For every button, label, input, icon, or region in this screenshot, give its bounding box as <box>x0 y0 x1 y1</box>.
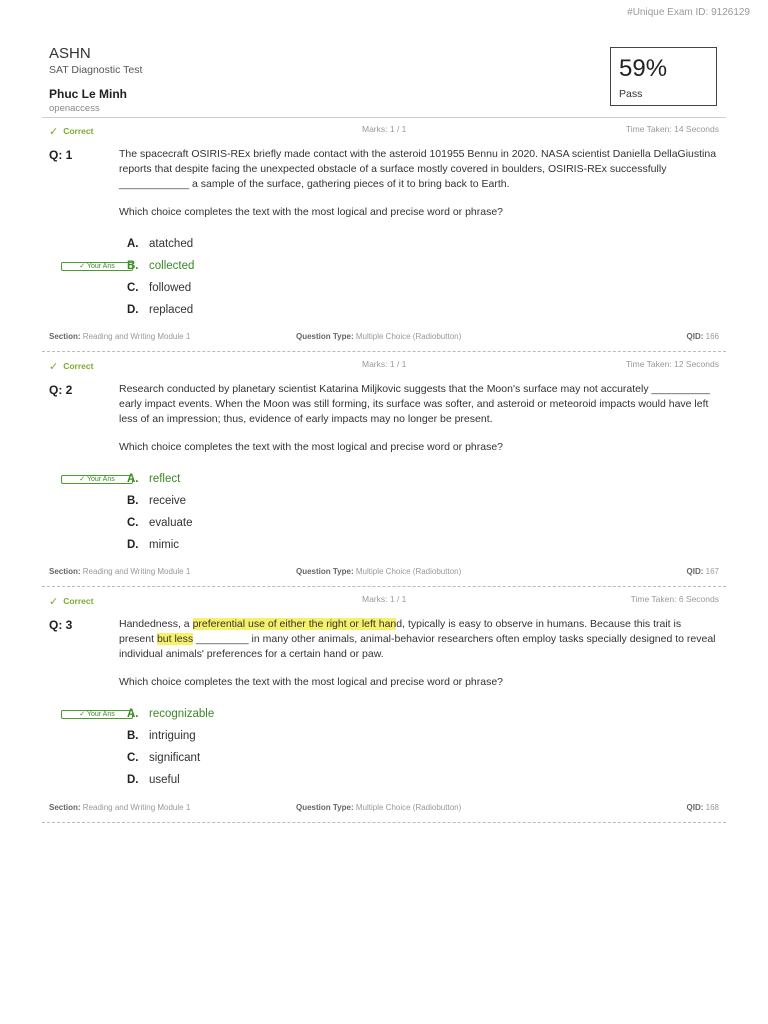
check-icon: ✓ <box>49 126 59 138</box>
option-d[interactable] <box>127 539 179 557</box>
highlighted-text[interactable]: preferential use of either the right or left han <box>192 618 397 630</box>
qid-info <box>687 803 719 812</box>
student-sub: openaccess <box>49 103 100 114</box>
question-meta <box>49 803 719 815</box>
correct-status <box>49 594 93 607</box>
time-taken: Time Taken: 12 Seconds <box>625 359 719 369</box>
question-divider <box>42 351 726 352</box>
section-info <box>49 567 190 576</box>
question-prompt: Which choice completes the text with the most logical and precise word or phrase? <box>119 206 504 218</box>
stem-text: _________ in many other animals, animal-behavior researchers often employ tasks specially designed to reveal individual animals' preferences for a certain hand or paw. <box>119 633 716 660</box>
option-letter: A. <box>127 708 139 720</box>
section-info <box>49 332 190 341</box>
marks-label: Marks: 1 / 1 <box>362 594 407 604</box>
time-taken: Time Taken: 6 Seconds <box>630 594 719 604</box>
question-type-value: Multiple Choice (Radiobutton) <box>355 803 462 812</box>
option-letter: D. <box>127 774 139 786</box>
qid-info <box>687 332 719 341</box>
qid-value: 166 <box>705 332 719 341</box>
question-type-value: Multiple Choice (Radiobutton) <box>355 567 462 576</box>
option-letter: B. <box>127 495 139 507</box>
option-text: useful <box>149 774 180 786</box>
option-b[interactable] <box>127 730 196 748</box>
question-meta <box>49 332 719 344</box>
option-a[interactable] <box>79 708 215 726</box>
status-row <box>49 124 719 138</box>
question-number: Q: 2 <box>49 383 73 397</box>
question-type-value: Multiple Choice (Radiobutton) <box>355 332 462 341</box>
option-d[interactable] <box>127 304 193 322</box>
stem-text: Handedness, a <box>119 618 193 630</box>
question-type-key: Question Type: <box>296 332 354 341</box>
report-header <box>49 45 142 114</box>
marks-label: Marks: 1 / 1 <box>362 124 407 134</box>
option-b[interactable] <box>79 260 195 278</box>
option-letter: C. <box>127 752 139 764</box>
option-c[interactable] <box>127 282 191 300</box>
status-row <box>49 359 719 373</box>
section-value: Reading and Writing Module 1 <box>82 332 191 341</box>
section-key: Section: <box>49 567 81 576</box>
correct-status <box>49 124 93 137</box>
your-answer-badge: ✓ Your Ans <box>61 710 133 719</box>
option-text: followed <box>149 282 192 294</box>
option-text: replaced <box>149 304 194 316</box>
marks-label: Marks: 1 / 1 <box>362 359 407 369</box>
option-text: significant <box>149 752 201 764</box>
your-answer-badge: ✓ Your Ans <box>61 262 133 271</box>
check-icon: ✓ <box>49 596 59 608</box>
option-text: receive <box>149 495 187 507</box>
option-letter: C. <box>127 517 139 529</box>
option-text: collected <box>149 260 195 272</box>
section-value: Reading and Writing Module 1 <box>82 803 191 812</box>
option-letter: C. <box>127 282 139 294</box>
option-a[interactable] <box>127 238 193 256</box>
qid-key: QID: <box>686 332 704 341</box>
test-name: SAT Diagnostic Test <box>49 64 143 76</box>
section-value: Reading and Writing Module 1 <box>82 567 191 576</box>
option-letter: B. <box>127 260 139 272</box>
qid-key: QID: <box>686 567 704 576</box>
qid-info <box>687 567 719 576</box>
option-d[interactable] <box>127 774 180 792</box>
qid-value: 168 <box>705 803 719 812</box>
option-letter: B. <box>127 730 139 742</box>
option-b[interactable] <box>127 495 186 513</box>
option-letter: D. <box>127 539 139 551</box>
question-prompt: Which choice completes the text with the most logical and precise word or phrase? <box>119 676 504 688</box>
option-text: intriguing <box>149 730 196 742</box>
stem-text: The spacecraft OSIRIS-REx briefly made contact with the asteroid 101955 Bennu in 2020. NASA scientist Daniella DellaGiustina reports that despite facing the unexpected obstacle of a surface mostly covered in boulders, OSIRIS-REx successfully ____________ a sample of the surface, gathering pieces of it to bring back to Earth. <box>119 148 717 190</box>
question-prompt: Which choice completes the text with the most logical and precise word or phrase? <box>119 441 504 453</box>
status-label: Correct <box>63 596 94 606</box>
score-box <box>610 47 717 106</box>
section-key: Section: <box>49 332 81 341</box>
section-info <box>49 803 190 812</box>
score-status: Pass <box>619 88 643 100</box>
question-type-key: Question Type: <box>296 803 354 812</box>
status-row <box>49 594 719 608</box>
question-number: Q: 3 <box>49 618 73 632</box>
option-text: reflect <box>149 473 181 485</box>
question-divider <box>42 822 726 823</box>
qid-key: QID: <box>686 803 704 812</box>
question-stem <box>119 617 719 662</box>
stem-text: d, typically is easy to observe in humans. Because this trait is present <box>119 618 682 645</box>
status-label: Correct <box>63 361 94 371</box>
option-text: recognizable <box>149 708 215 720</box>
question-type-info <box>296 332 461 341</box>
option-c[interactable] <box>127 752 200 770</box>
question-type-info <box>296 567 461 576</box>
org-name: ASHN <box>49 45 91 62</box>
your-answer-badge: ✓ Your Ans <box>61 475 133 484</box>
qid-value: 167 <box>705 567 719 576</box>
option-text: atatched <box>149 238 194 250</box>
question-number: Q: 1 <box>49 148 73 162</box>
question-block-1 <box>49 124 719 344</box>
student-name: Phuc Le Minh <box>49 87 127 101</box>
question-block-3 <box>49 594 719 816</box>
question-block-2 <box>49 359 719 579</box>
time-taken: Time Taken: 14 Seconds <box>625 124 719 134</box>
status-label: Correct <box>63 126 94 136</box>
check-icon: ✓ <box>49 361 59 373</box>
correct-status <box>49 359 93 372</box>
header-divider <box>42 117 726 118</box>
option-letter: A. <box>127 473 139 485</box>
exam-id: #Unique Exam ID: 9126129 <box>627 7 750 18</box>
question-divider <box>42 586 726 587</box>
question-meta <box>49 567 719 579</box>
question-type-info <box>296 803 461 812</box>
question-stem <box>119 382 719 427</box>
stem-text: Research conducted by planetary scientist Katarina Miljkovic suggests that the Moon's surface may not accurately __________ early impact events. When the Moon was still forming, its surface was softer, and asteroid or meteoroid impacts would have left less of an impression; thus, evidence of early impacts may no longer be present. <box>119 383 710 425</box>
option-c[interactable] <box>127 517 192 535</box>
option-text: evaluate <box>149 517 193 529</box>
option-a[interactable] <box>79 473 181 491</box>
score-percent: 59% <box>619 55 668 82</box>
option-letter: A. <box>127 238 139 250</box>
question-type-key: Question Type: <box>296 567 354 576</box>
question-stem <box>119 147 719 192</box>
highlighted-text[interactable]: but less <box>156 633 194 645</box>
option-letter: D. <box>127 304 139 316</box>
option-text: mimic <box>149 539 180 551</box>
section-key: Section: <box>49 803 81 812</box>
